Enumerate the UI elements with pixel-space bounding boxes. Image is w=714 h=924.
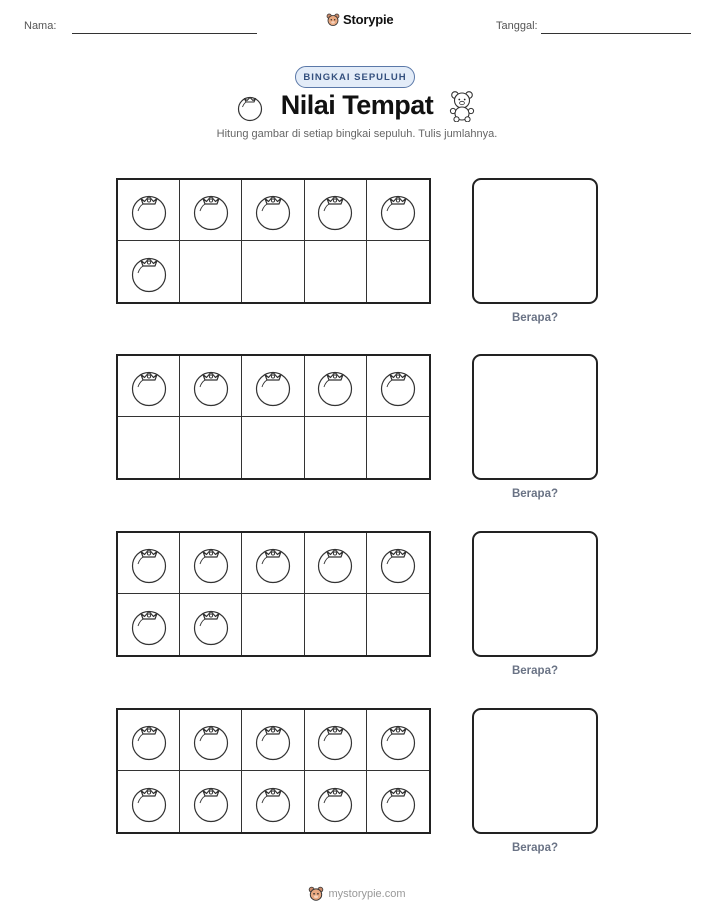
persimmon-icon: [190, 780, 232, 824]
persimmon-icon: [252, 364, 294, 408]
persimmon-icon: [314, 188, 356, 232]
answer-label-3: Berapa?: [511, 665, 559, 677]
frame-cell: [367, 417, 429, 478]
instructions: Hitung gambar di setiap bingkai sepuluh. Tulis jumlahnya.: [216, 128, 498, 140]
frame-cell: [367, 533, 429, 594]
persimmon-icon: [314, 780, 356, 824]
frame-cell: [367, 710, 429, 771]
teddy-bear-icon: [447, 90, 477, 122]
persimmon-icon: [377, 541, 419, 585]
persimmon-icon: [377, 718, 419, 762]
answer-label-1: Berapa?: [511, 312, 559, 324]
frame-cell: [118, 533, 180, 594]
frame-cell: [305, 356, 367, 417]
frame-cell: [180, 417, 242, 478]
frame-cell: [180, 771, 242, 832]
answer-box-2[interactable]: [472, 354, 598, 480]
answer-box-4[interactable]: [472, 708, 598, 834]
brand-name: Storypie: [343, 12, 394, 27]
name-label: Nama:: [24, 20, 57, 32]
persimmon-icon: [128, 188, 170, 232]
frame-cell: [242, 180, 304, 241]
persimmon-icon: [314, 718, 356, 762]
date-label: Tanggal:: [496, 20, 538, 32]
frame-cell: [118, 771, 180, 832]
frame-cell: [367, 356, 429, 417]
frame-cell: [118, 594, 180, 655]
persimmon-icon: [377, 780, 419, 824]
bear-logo-icon: [326, 13, 340, 27]
frame-cell: [242, 533, 304, 594]
persimmon-icon: [190, 718, 232, 762]
ten-frame-3: [116, 531, 431, 657]
persimmon-icon: [377, 364, 419, 408]
frame-cell: [180, 356, 242, 417]
answer-label-2: Berapa?: [511, 488, 559, 500]
frame-cell: [367, 594, 429, 655]
persimmon-icon: [128, 780, 170, 824]
persimmon-icon: [190, 541, 232, 585]
footer-url: mystorypie.com: [328, 888, 406, 900]
page-title: Nilai Tempat: [280, 90, 434, 120]
persimmon-icon: [314, 364, 356, 408]
frame-cell: [118, 180, 180, 241]
frame-cell: [305, 241, 367, 302]
persimmon-icon: [128, 541, 170, 585]
persimmon-icon: [252, 541, 294, 585]
frame-cell: [118, 417, 180, 478]
persimmon-icon: [128, 718, 170, 762]
ten-frame-2: [116, 354, 431, 480]
answer-box-1[interactable]: [472, 178, 598, 304]
frame-cell: [305, 771, 367, 832]
persimmon-icon: [377, 188, 419, 232]
frame-cell: [305, 710, 367, 771]
persimmon-icon: [314, 541, 356, 585]
frame-cell: [242, 241, 304, 302]
name-line[interactable]: [72, 33, 257, 34]
persimmon-icon: [252, 780, 294, 824]
frame-cell: [180, 180, 242, 241]
persimmon-icon: [190, 364, 232, 408]
frame-cell: [242, 417, 304, 478]
frame-cell: [305, 533, 367, 594]
frame-cell: [118, 356, 180, 417]
frame-cell: [180, 241, 242, 302]
brand-logo: [326, 12, 393, 27]
frame-cell: [242, 771, 304, 832]
frame-cell: [367, 180, 429, 241]
ten-frame-4: [116, 708, 431, 834]
persimmon-icon: [128, 364, 170, 408]
frame-cell: [305, 594, 367, 655]
frame-cell: [118, 710, 180, 771]
persimmon-icon: [128, 250, 170, 294]
answer-box-3[interactable]: [472, 531, 598, 657]
footer: [0, 886, 714, 902]
date-line[interactable]: [541, 33, 691, 34]
frame-cell: [180, 594, 242, 655]
frame-cell: [118, 241, 180, 302]
persimmon-icon: [190, 188, 232, 232]
frame-cell: [180, 710, 242, 771]
ten-frame-1: [116, 178, 431, 304]
frame-cell: [242, 356, 304, 417]
bear-logo-icon: [308, 886, 324, 902]
persimmon-icon: [190, 603, 232, 647]
persimmon-icon: [252, 188, 294, 232]
frame-cell: [305, 417, 367, 478]
persimmon-icon: [128, 603, 170, 647]
persimmon-icon: [252, 718, 294, 762]
frame-cell: [367, 241, 429, 302]
frame-cell: [180, 533, 242, 594]
answer-label-4: Berapa?: [511, 842, 559, 854]
section-badge: BINGKAI SEPULUH: [295, 66, 415, 88]
frame-cell: [242, 710, 304, 771]
frame-cell: [242, 594, 304, 655]
frame-cell: [367, 771, 429, 832]
frame-cell: [305, 180, 367, 241]
